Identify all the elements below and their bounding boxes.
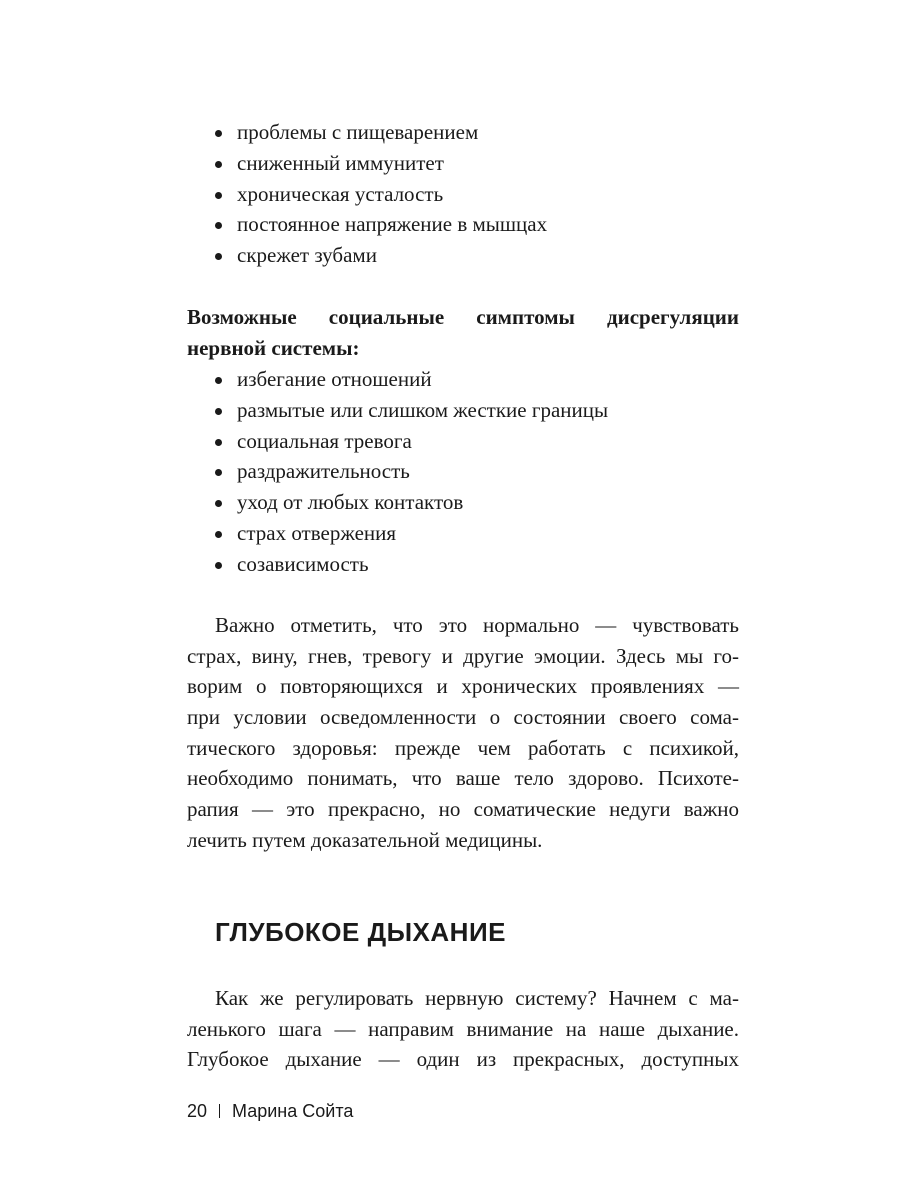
- list-item: [215, 148, 547, 179]
- bullet-icon: [215, 222, 222, 229]
- list-item-text: уход от любых контактов: [237, 490, 464, 515]
- body-symptoms-list: [215, 117, 547, 271]
- bullet-icon: [215, 377, 222, 384]
- list-item: [215, 364, 608, 395]
- bullet-icon: [215, 130, 222, 137]
- author-name: Марина Сойта: [232, 1101, 354, 1121]
- list-item: [215, 549, 608, 580]
- heading-line: нервной системы:: [187, 336, 360, 360]
- paragraph-line: при условии осведомленности о состоянии своего сома-: [187, 705, 739, 730]
- list-item-text: проблемы с пищеварением: [237, 120, 479, 144]
- list-item-text: размытые или слишком жесткие границы: [237, 397, 609, 422]
- list-item-text: скрежет зубами: [237, 243, 377, 268]
- paragraph-line: лечить путем доказательной медицины.: [187, 827, 543, 852]
- list-item: [215, 456, 608, 487]
- paragraph-line: ленького шага — направим внимание на наше дыхание.: [187, 1016, 739, 1041]
- page-footer: [187, 1098, 353, 1124]
- paragraph-line: Важно отметить, что это нормально — чувствовать: [215, 613, 739, 637]
- bullet-icon: [215, 192, 222, 199]
- paragraph-line: ворим о повторяющихся и хронических проявлениях —: [187, 674, 739, 699]
- list-item: [215, 426, 608, 457]
- bullet-icon: [215, 469, 222, 476]
- list-item: [215, 209, 547, 240]
- paragraph-line: тического здоровья: прежде чем работать с психикой,: [187, 735, 739, 760]
- social-symptoms-list: [215, 364, 608, 580]
- bullet-icon: [215, 253, 222, 260]
- bullet-icon: [215, 500, 222, 507]
- list-item-text: раздражительность: [237, 459, 410, 484]
- list-item: [215, 117, 547, 148]
- paragraph-line: рапия — это прекрасно, но соматические недуги важно: [187, 797, 739, 822]
- list-item: [215, 487, 608, 518]
- list-item-text: постоянное напряжение в мышцах: [237, 212, 548, 237]
- list-item-text: хроническая усталость: [237, 181, 444, 206]
- bullet-icon: [215, 531, 222, 538]
- bullet-icon: [215, 439, 222, 446]
- paragraph-line: Глубокое дыхание — один из прекрасных, доступных: [187, 1047, 739, 1072]
- social-symptoms-heading: [187, 302, 739, 364]
- page-number: 20: [187, 1101, 208, 1121]
- footer-divider: [219, 1104, 220, 1118]
- bullet-icon: [215, 161, 222, 168]
- paragraph-line: необходимо понимать, что ваше тело здорово. Психоте-: [187, 766, 739, 791]
- body-paragraph: [187, 610, 739, 856]
- bullet-icon: [215, 562, 222, 569]
- list-item-text: социальная тревога: [237, 428, 412, 453]
- paragraph-line: Как же регулировать нервную систему? Начнем с ма-: [215, 986, 739, 1010]
- paragraph-line: страх, вину, гнев, тревогу и другие эмоции. Здесь мы го-: [187, 643, 739, 668]
- list-item-text: избегание отношений: [237, 367, 432, 391]
- heading-line: Возможные социальные симптомы дисрегуляции: [187, 305, 739, 329]
- section-title: ГЛУБОКОЕ ДЫХАНИЕ: [215, 917, 506, 947]
- list-item-text: сниженный иммунитет: [237, 150, 444, 175]
- bullet-icon: [215, 408, 222, 415]
- list-item-text: созависимость: [237, 551, 369, 576]
- list-item: [215, 240, 547, 271]
- list-item-text: страх отвержения: [237, 520, 397, 545]
- list-item: [215, 179, 547, 210]
- list-item: [215, 395, 608, 426]
- list-item: [215, 518, 608, 549]
- body-paragraph: [187, 983, 739, 1075]
